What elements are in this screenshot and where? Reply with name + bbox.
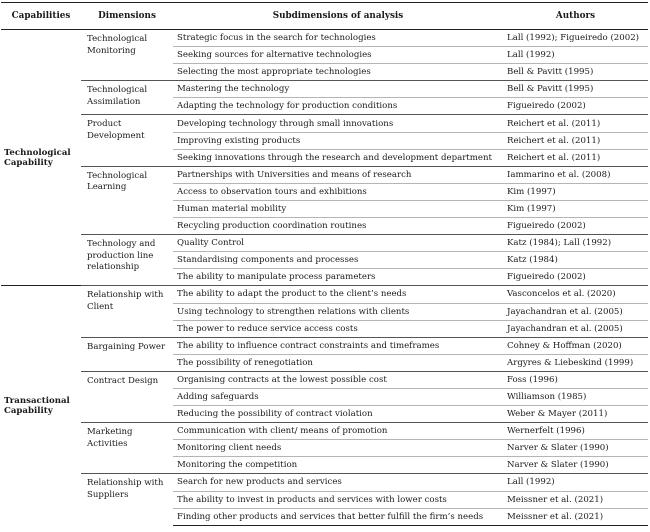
table-row (1, 235, 648, 252)
subdimension-cell: The possibility of renegotiation (173, 354, 503, 371)
subdimension-cell: Access to observation tours and exhibitions (173, 183, 503, 200)
author-cell: Reichert et al. (2011) (503, 115, 648, 132)
author-cell: Meissner et al. (2021) (503, 508, 648, 525)
table-body (1, 30, 648, 526)
author-cell: Kim (1997) (503, 183, 648, 200)
author-cell: Bell & Pavitt (1995) (503, 64, 648, 81)
subdimension-cell: Reducing the possibility of contract violation (173, 406, 503, 423)
subdimension-cell: Monitoring the competition (173, 457, 503, 474)
author-cell: Jayachandran et al. (2005) (503, 320, 648, 337)
subdimension-cell: Adapting the technology for production conditions (173, 98, 503, 115)
author-cell: Bell & Pavitt (1995) (503, 81, 648, 98)
table-header-row (1, 3, 648, 30)
author-cell: Figueiredo (2002) (503, 98, 648, 115)
author-cell: Narver & Slater (1990) (503, 457, 648, 474)
subdimension-cell: Recycling production coordination routines (173, 218, 503, 235)
author-cell: Williamson (1985) (503, 388, 648, 405)
dimension-cell: Technological Learning (81, 166, 173, 234)
capability-cell: Technological Capability (1, 30, 81, 286)
subdimension-cell: Monitoring client needs (173, 440, 503, 457)
subdimension-cell: Strategic focus in the search for technologies (173, 30, 503, 47)
dimension-cell: Marketing Activities (81, 423, 173, 474)
author-cell: Iammarino et al. (2008) (503, 166, 648, 183)
table-row (1, 423, 648, 440)
subdimension-cell: Finding other products and services that better fulfill the firm’s needs (173, 508, 503, 525)
subdimension-cell: Seeking sources for alternative technologies (173, 47, 503, 64)
table-row (1, 337, 648, 354)
subdimension-cell: Organising contracts at the lowest possible cost (173, 371, 503, 388)
dimension-cell: Bargaining Power (81, 337, 173, 371)
author-cell: Meissner et al. (2021) (503, 491, 648, 508)
analysis-table-container (1, 2, 649, 528)
author-cell: Figueiredo (2002) (503, 269, 648, 286)
author-cell: Reichert et al. (2011) (503, 149, 648, 166)
table-row (1, 115, 648, 132)
author-cell: Kim (1997) (503, 200, 648, 217)
table-row (1, 286, 648, 303)
capability-cell: Transactional Capability (1, 286, 81, 525)
author-cell: Argyres & Liebeskind (1999) (503, 354, 648, 371)
subdimension-cell: Search for new products and services (173, 474, 503, 491)
author-cell: Reichert et al. (2011) (503, 132, 648, 149)
subdimension-cell: The ability to adapt the product to the client’s needs (173, 286, 503, 303)
subdimension-cell: The power to reduce service access costs (173, 320, 503, 337)
dimension-cell: Technological Assimilation (81, 81, 173, 115)
dimension-cell: Technology and production line relationship (81, 235, 173, 286)
subdimension-cell: Mastering the technology (173, 81, 503, 98)
author-cell: Cohney & Hoffman (2020) (503, 337, 648, 354)
subdimension-cell: Quality Control (173, 235, 503, 252)
subdimension-cell: Adding safeguards (173, 388, 503, 405)
analysis-table (1, 2, 648, 526)
author-cell: Lall (1992); Figueiredo (2002) (503, 30, 648, 47)
author-cell: Figueiredo (2002) (503, 218, 648, 235)
dimension-cell: Product Development (81, 115, 173, 166)
subdimension-cell: Developing technology through small innovations (173, 115, 503, 132)
table-row (1, 166, 648, 183)
subdimension-cell: Improving existing products (173, 132, 503, 149)
subdimension-cell: Selecting the most appropriate technologies (173, 64, 503, 81)
author-cell: Foss (1996) (503, 371, 648, 388)
author-cell: Lall (1992) (503, 474, 648, 491)
subdimension-cell: The ability to manipulate process parameters (173, 269, 503, 286)
table-row (1, 81, 648, 98)
author-cell: Jayachandran et al. (2005) (503, 303, 648, 320)
author-cell: Vasconcelos et al. (2020) (503, 286, 648, 303)
table-row (1, 30, 648, 47)
subdimension-cell: Using technology to strengthen relations with clients (173, 303, 503, 320)
header-dimensions: Dimensions (81, 3, 173, 30)
author-cell: Katz (1984); Lall (1992) (503, 235, 648, 252)
subdimension-cell: The ability to influence contract constraints and timeframes (173, 337, 503, 354)
subdimension-cell: Partnerships with Universities and means of research (173, 166, 503, 183)
dimension-cell: Contract Design (81, 371, 173, 422)
header-subdimensions: Subdimensions of analysis (173, 3, 503, 30)
subdimension-cell: The ability to invest in products and services with lower costs (173, 491, 503, 508)
author-cell: Weber & Mayer (2011) (503, 406, 648, 423)
dimension-cell: Relationship with Client (81, 286, 173, 337)
header-capabilities: Capabilities (1, 3, 81, 30)
dimension-cell: Technological Monitoring (81, 30, 173, 81)
table-row (1, 474, 648, 491)
subdimension-cell: Standardising components and processes (173, 252, 503, 269)
author-cell: Katz (1984) (503, 252, 648, 269)
author-cell: Lall (1992) (503, 47, 648, 64)
dimension-cell: Relationship with Suppliers (81, 474, 173, 525)
header-authors: Authors (503, 3, 648, 30)
subdimension-cell: Human material mobility (173, 200, 503, 217)
subdimension-cell: Communication with client/ means of promotion (173, 423, 503, 440)
table-row (1, 371, 648, 388)
subdimension-cell: Seeking innovations through the research and development department (173, 149, 503, 166)
author-cell: Wernerfelt (1996) (503, 423, 648, 440)
author-cell: Narver & Slater (1990) (503, 440, 648, 457)
